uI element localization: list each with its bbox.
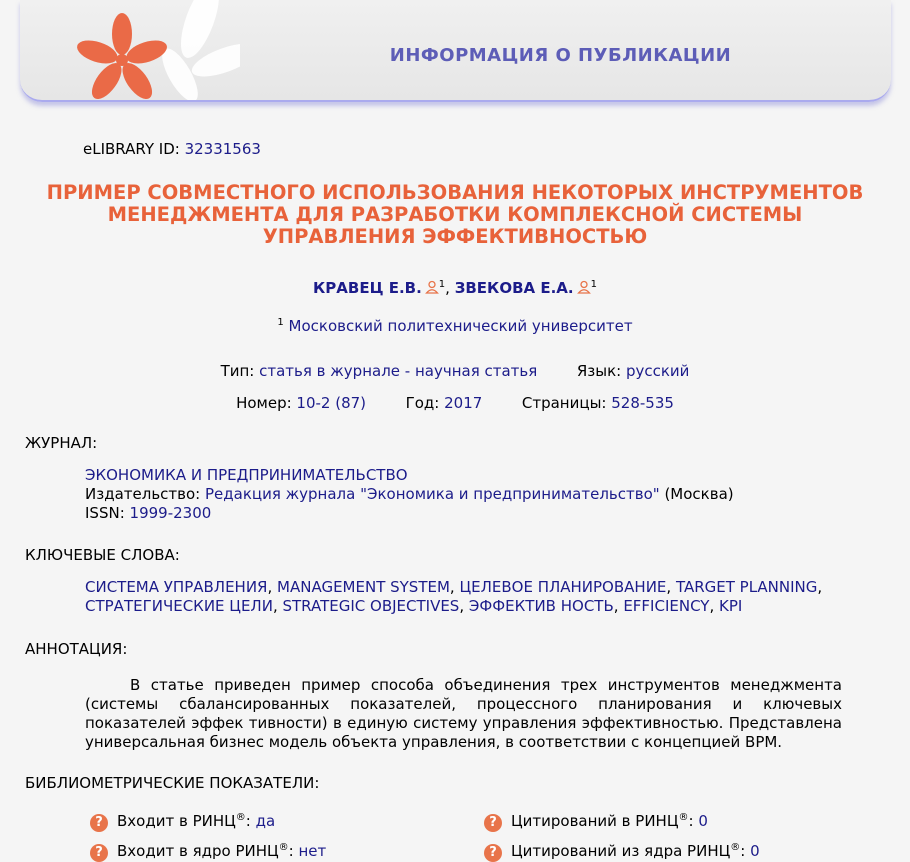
keyword-link[interactable]: STRATEGIC OBJECTIVES <box>282 597 460 615</box>
language-link[interactable]: русский <box>625 362 690 380</box>
number-label: Номер: <box>236 394 292 412</box>
help-icon[interactable]: ? <box>484 814 502 832</box>
person-icon[interactable] <box>425 280 439 294</box>
bib-value[interactable]: да <box>255 812 276 830</box>
affiliation-sup: 1 <box>277 317 284 328</box>
publication-title: ПРИМЕР СОВМЕСТНОГО ИСПОЛЬЗОВАНИЯ НЕКОТОРЫХ ИНСТРУМЕНТОВ МЕНЕДЖМЕНТА ДЛЯ РАЗРАБОТКИ КОМПЛЕКСНОЙ СИСТЕМЫ УПРАВЛЕНИЯ ЭФФЕКТИВНОСТЬЮ <box>46 181 864 248</box>
publisher-link[interactable]: Редакция журнала "Экономика и предпринимательство" <box>205 485 660 503</box>
issn-label: ISSN: <box>85 504 125 522</box>
year-link[interactable]: 2017 <box>444 394 483 412</box>
author-link[interactable]: ЗВЕКОВА Е.А. <box>454 279 574 297</box>
author-link[interactable]: КРАВЕЦ Е.В. <box>313 279 422 297</box>
bib-value: 0 <box>750 842 760 860</box>
help-icon[interactable]: ? <box>90 814 108 832</box>
year-label: Год: <box>405 394 440 412</box>
bib-core-included: ? Входит в ядро РИНЦ®: нет <box>90 842 326 862</box>
meta-number-year-pages <box>0 394 910 412</box>
bib-rinc-included: ? Входит в РИНЦ®: да <box>90 812 275 832</box>
journal-block <box>85 466 734 523</box>
author-affil-sup: 1 <box>590 279 597 290</box>
meta-type-language <box>0 362 910 380</box>
keywords-section-label: КЛЮЧЕВЫЕ СЛОВА: <box>25 546 180 564</box>
type-label: Тип: <box>220 362 255 380</box>
keywords-list: СИСТЕМА УПРАВЛЕНИЯ, MANAGEMENT SYSTEM, ЦЕЛЕВОЕ ПЛАНИРОВАНИЕ, TARGET PLANNING, СТРАТЕГИЧЕСКИЕ ЦЕЛИ, STRATEGIC OBJECTIVES, ЭФФЕКТИВ НОСТЬ, EFFICIENCY, KPI <box>85 578 823 615</box>
publisher-label: Издательство: <box>85 485 201 503</box>
person-icon[interactable] <box>577 280 591 294</box>
pages-label: Страницы: <box>521 394 607 412</box>
page-header <box>20 0 891 102</box>
authors: КРАВЕЦ Е.В. $^1$, ЗВЕКОВА Е.А. $^1$ <box>313 279 597 297</box>
keyword-link[interactable]: СИСТЕМА УПРАВЛЕНИЯ <box>85 578 268 596</box>
keyword-link[interactable]: MANAGEMENT SYSTEM <box>277 578 450 596</box>
header-title: ИНФОРМАЦИЯ О ПУБЛИКАЦИИ <box>389 45 732 66</box>
affiliation-link[interactable]: Московский политехнический университет <box>288 317 633 335</box>
keyword-link[interactable]: EFFICIENCY <box>623 597 710 615</box>
abstract-text: В статье приведен пример способа объединения трех инструментов менеджмента (системы сбалансированных показателей, процессного планирования и ключевых показателей эффек тивности) в единую систему управления эффективностью. Представлена универсальная бизнес модель объекта управления, в соответствии с концепцией BPM. <box>85 676 842 751</box>
keyword-link[interactable]: СТРАТЕГИЧЕСКИЕ ЦЕЛИ <box>85 597 273 615</box>
pages-value: 528-535 <box>611 394 674 412</box>
bib-value[interactable]: нет <box>298 842 327 860</box>
elibrary-id <box>83 140 261 158</box>
keyword-link[interactable]: ЭФФЕКТИВ НОСТЬ <box>468 597 614 615</box>
publisher-city: (Москва) <box>664 485 734 503</box>
help-icon[interactable]: ? <box>90 844 108 862</box>
author-affil-sup: 1 <box>438 279 446 290</box>
affiliation <box>0 317 910 335</box>
elibrary-id-value: 32331563 <box>184 140 261 158</box>
language-label: Язык: <box>576 362 622 380</box>
keyword-link[interactable]: ЦЕЛЕВОЕ ПЛАНИРОВАНИЕ <box>459 578 667 596</box>
keyword-link[interactable]: KPI <box>719 597 743 615</box>
bibliometrics-section-label: БИБЛИОМЕТРИЧЕСКИЕ ПОКАЗАТЕЛИ: <box>25 774 320 792</box>
type-link[interactable]: статья в журнале - научная статья <box>259 362 538 380</box>
journal-section-label: ЖУРНАЛ: <box>25 434 98 452</box>
abstract-section-label: АННОТАЦИЯ: <box>25 640 128 658</box>
bib-value: 0 <box>698 812 708 830</box>
issn-value: 1999-2300 <box>129 504 212 522</box>
number-link[interactable]: 10-2 (87) <box>296 394 367 412</box>
keyword-link[interactable]: TARGET PLANNING <box>675 578 818 596</box>
help-icon[interactable]: ? <box>484 844 502 862</box>
bib-rinc-citations: ? Цитирований в РИНЦ®: 0 <box>484 812 708 832</box>
elibrary-id-label: eLIBRARY ID: <box>83 140 180 158</box>
journal-link[interactable]: ЭКОНОМИКА И ПРЕДПРИНИМАТЕЛЬСТВО <box>85 466 408 484</box>
bib-core-citations: ? Цитирований из ядра РИНЦ®: 0 <box>484 842 760 862</box>
